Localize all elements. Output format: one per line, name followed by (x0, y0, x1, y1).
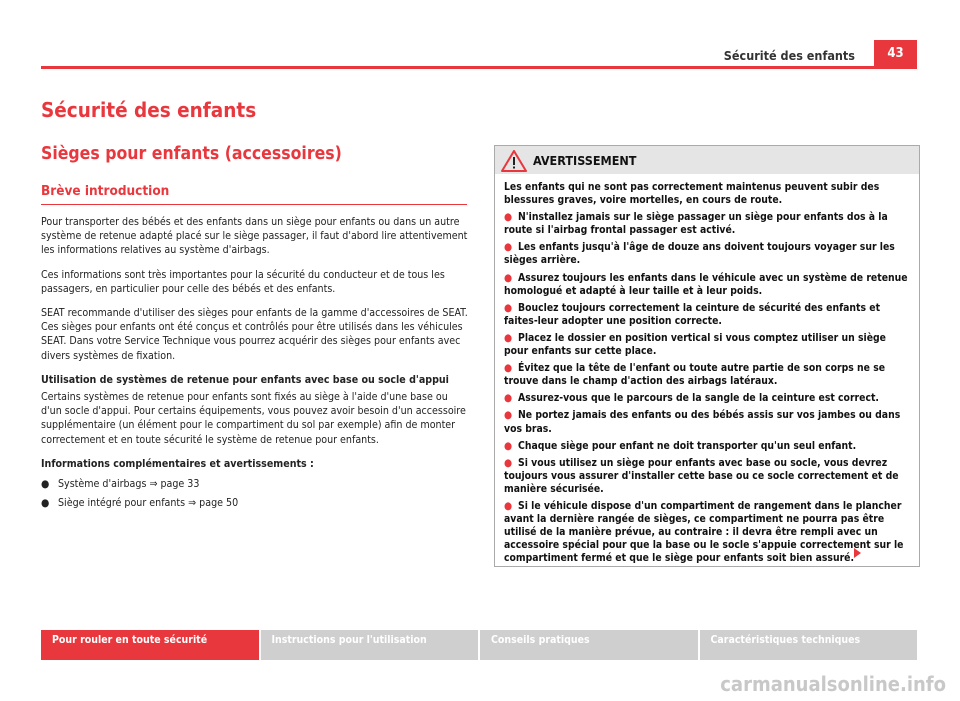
footer-tab-instructions[interactable]: Instructions pour l'utilisation (259, 630, 479, 660)
footer-tab-specs[interactable]: Caractéristiques techniques (698, 630, 918, 660)
paragraph: SEAT recommande d'utiliser des sièges pour enfants de la gamme d'accessoires de SEAT. Ces sièges pour enfants ont été conçus et contrôlés pour être utilisés dans les véhicules SEAT. Dans votre Service Technique vous pourrez acquérir des sièges pour enfants avec divers systèmes de fixation. (41, 307, 468, 362)
warning-item-text: Les enfants jusqu'à l'âge de douze ans doivent toujours voyager sur les sièges arrière. (504, 241, 895, 267)
header-rule (41, 66, 917, 69)
warning-title: AVERTISSEMENT (533, 153, 637, 168)
warning-body (495, 174, 919, 565)
warning-item (504, 362, 911, 388)
footer-nav (41, 630, 917, 660)
paragraph: Pour transporter des bébés et des enfants dans un siège pour enfants ou dans un autre système de retenue adapté placé sur le siège passager, il faut d'abord lire attentivement les informations relatives au système d'airbags. (41, 216, 468, 257)
reference-link-integrated-seat[interactable]: Siège intégré pour enfants ⇒ page 50 (58, 497, 239, 510)
warning-box (494, 145, 920, 567)
bullet: ● (504, 392, 513, 405)
warning-item (504, 241, 911, 267)
warning-item-text: Bouclez toujours correctement la ceinture de sécurité des enfants et faites-leur adopter une position correcte. (504, 301, 881, 327)
bullet: ● (41, 497, 50, 510)
subsection-title: Brève introduction (41, 183, 170, 199)
bullet: ● (504, 331, 513, 344)
footer-tab-tips[interactable]: Conseils pratiques (478, 630, 698, 660)
warning-item-text: Assurez-vous que le parcours de la sangle de la ceinture est correct. (518, 392, 879, 405)
warning-item-text: Assurez toujours les enfants dans le véhicule avec un système de retenue homologué et adapté à leur taille et à leur poids. (504, 271, 908, 297)
subheading-base-socle: Utilisation de systèmes de retenue pour enfants avec base ou socle d'appui (41, 373, 449, 386)
warning-item-text: Ne portez jamais des enfants ou des bébés assis sur vos jambes ou dans vos bras. (504, 409, 901, 435)
subheading-info: Informations complémentaires et avertissements : (41, 457, 314, 470)
warning-item-text: Chaque siège pour enfant ne doit transporter qu'un seul enfant. (518, 439, 857, 452)
bullet: ● (504, 499, 513, 512)
warning-item (504, 409, 911, 435)
bullet: ● (504, 456, 513, 469)
subsection-rule (41, 204, 467, 205)
warning-item-text: Si vous utilisez un siège pour enfants avec base ou socle, vous devrez toujours vous assurer d'installer cette base ou ce socle correctement et de manière sécurisée. (504, 456, 899, 495)
warning-triangle-icon (501, 150, 527, 172)
section-title: Sièges pour enfants (accessoires) (41, 144, 342, 164)
warning-header (495, 146, 919, 174)
warning-item (504, 272, 911, 298)
page-number: 43 (874, 40, 917, 67)
bullet: ● (504, 439, 513, 452)
bullet: ● (41, 478, 50, 491)
warning-item (504, 332, 911, 358)
continue-arrow-icon (854, 548, 861, 558)
bullet: ● (504, 271, 513, 284)
reference-item[interactable] (41, 477, 469, 491)
paragraph: Ces informations sont très importantes pour la sécurité du conducteur et de tous les passagers, en particulier pour celle des bébés et des enfants. (41, 268, 445, 295)
warning-item (504, 392, 911, 405)
warning-item (504, 211, 911, 237)
bullet: ● (504, 241, 513, 254)
warning-item-text: Placez le dossier en position vertical si vous comptez utiliser un siège pour enfants sur cette place. (504, 331, 886, 358)
bullet: ● (504, 301, 513, 314)
warning-item-text: N'installez jamais sur le siège passager un siège pour enfants dos à la route si l'airbag frontal passager est activé. (504, 211, 888, 237)
reference-item[interactable] (41, 496, 469, 510)
footer-tab-safety[interactable]: Pour rouler en toute sécurité (41, 630, 259, 660)
warning-item-text: Évitez que la tête de l'enfant ou toute autre partie de son corps ne se trouve dans le champ d'action des airbags latéraux. (504, 362, 886, 388)
paragraph: Certains systèmes de retenue pour enfants sont fixés au siège à l'aide d'une base ou d'un socle d'appui. Pour certains équipements, vous pouvez avoir besoin d'un accessoire supplémentaire (un élément pour le compartiment du sol par exemple) afin de monter correctement et en toute sécurité le système de retenue pour enfants. (41, 391, 466, 446)
warning-intro: Les enfants qui ne sont pas correctement maintenus peuvent subir des blessures graves, voire mortelles, en cours de route. (504, 181, 880, 207)
reference-link-airbags[interactable]: Système d'airbags ⇒ page 33 (58, 478, 200, 491)
bullet: ● (504, 211, 513, 224)
header-title: Sécurité des enfants (723, 48, 855, 63)
watermark: carmanualsonline.info (720, 672, 946, 696)
bullet: ● (504, 362, 513, 375)
warning-item-text: Si le véhicule dispose d'un compartiment de rangement dans le plancher avant la dernière rangée de sièges, ce compartiment ne pourra pas être utilisé de la manière prévue, au contraire : il devra être rempli avec un accessoire spécial pour que la base ou le socle s'appuie correctement sur le compartiment fermé et que le siège pour enfants soit bien assuré. (504, 499, 904, 565)
warning-item (504, 440, 911, 453)
warning-item (504, 457, 911, 496)
bullet: ● (504, 409, 513, 422)
warning-item (504, 302, 911, 328)
page-title: Sécurité des enfants (41, 98, 257, 122)
left-column (41, 215, 469, 515)
warning-item (504, 500, 911, 565)
